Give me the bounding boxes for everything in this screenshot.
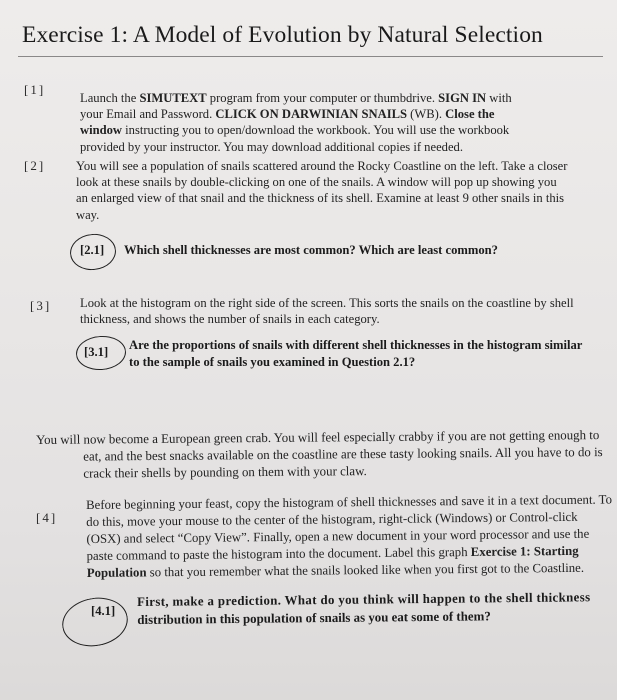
step-3-line: thickness, and shows the number of snails in each category.	[80, 312, 380, 327]
step-4-line: Population so that you remember what the snails looked like when you first got to the Coastline.	[86, 560, 585, 580]
step-4-line: (OSX) and select “Copy View”. Finally, open a new document in your word processor and use the	[86, 526, 590, 546]
title-underline	[18, 56, 603, 57]
step-2-text	[76, 158, 567, 223]
question-number: [3.1]	[84, 345, 109, 359]
page-title: Exercise 1: A Model of Evolution by Natural Selection	[22, 22, 543, 48]
question-line-text: to the sample of snails you examined in Question 2.1?	[129, 354, 416, 369]
step-2-line: an enlarged view of that snail and the thickness of its shell. Examine at least 9 other snails in this	[76, 191, 565, 206]
question-line: distribution in this population of snails as you eat some of them?	[137, 609, 491, 627]
question-4-1-text	[137, 588, 591, 629]
step-number: [2]	[24, 158, 46, 173]
crab-line: crack their shells by pounding on them with your claw.	[83, 464, 367, 481]
question-line: First, make a prediction. What do you think will happen to the shell thickness	[137, 590, 591, 609]
question-line	[129, 354, 582, 371]
step-1-line: Launch the SIMUTEXT program from your computer or thumbdrive. SIGN IN with	[80, 91, 512, 105]
step-2-line: way.	[76, 207, 100, 222]
question-3-1-text	[129, 337, 582, 370]
question-circle	[58, 593, 131, 652]
question-line: Which shell thicknesses are most common? Which are least common?	[124, 243, 498, 257]
step-number: [3]	[30, 298, 52, 313]
step-number: [4]	[36, 510, 58, 525]
step-4-line: do this, move your mouse to the center of the histogram, right-click (Windows) or Control-click	[86, 509, 578, 529]
step-1-line: window instructing you to open/download the workbook. You will use the workbook	[80, 123, 510, 138]
step-4-text	[86, 491, 613, 582]
question-number-value: 3.1	[88, 345, 104, 359]
question-2-1-text	[124, 242, 498, 259]
step-4-line: paste command to paste the histogram into the document. Label this graph Exercise 1: Starting	[86, 543, 579, 563]
question-number: [2.1]	[80, 243, 105, 257]
question-number: [4.1]	[91, 604, 116, 618]
step-1-line: provided by your instructor. You may download additional copies if needed.	[80, 139, 463, 154]
step-2-line: You will see a population of snails scattered around the Rocky Coastline on the left. Take a closer	[76, 159, 568, 173]
step-3-line: Look at the histogram on the right side of the screen. This sorts the snails on the coastline by shell	[80, 296, 574, 310]
question-line: Are the proportions of snails with different shell thicknesses in the histogram similar	[129, 338, 583, 352]
step-2-line: look at these snails by double-clicking on one of the snails. A window will pop up showing you	[76, 175, 557, 190]
step-4-line: Before beginning your feast, copy the histogram of shell thicknesses and save it in a text document. To	[86, 492, 613, 512]
crab-paragraph	[36, 427, 603, 483]
step-number: [1]	[24, 82, 46, 97]
question-number-value: 2.1	[84, 243, 100, 257]
step-1-line: your Email and Password. CLICK ON DARWINIAN SNAILS (WB). Close the	[80, 107, 495, 122]
crab-line: eat, and the best snacks available on the coastline are these tasty looking snails. All you have to do is	[83, 445, 603, 464]
crab-line: You will now become a European green crab. You will feel especially crabby if you are not getting enough to	[36, 428, 600, 447]
step-1-text	[80, 90, 512, 155]
question-number-value: 4.1	[95, 604, 111, 618]
step-3-text	[80, 295, 574, 327]
